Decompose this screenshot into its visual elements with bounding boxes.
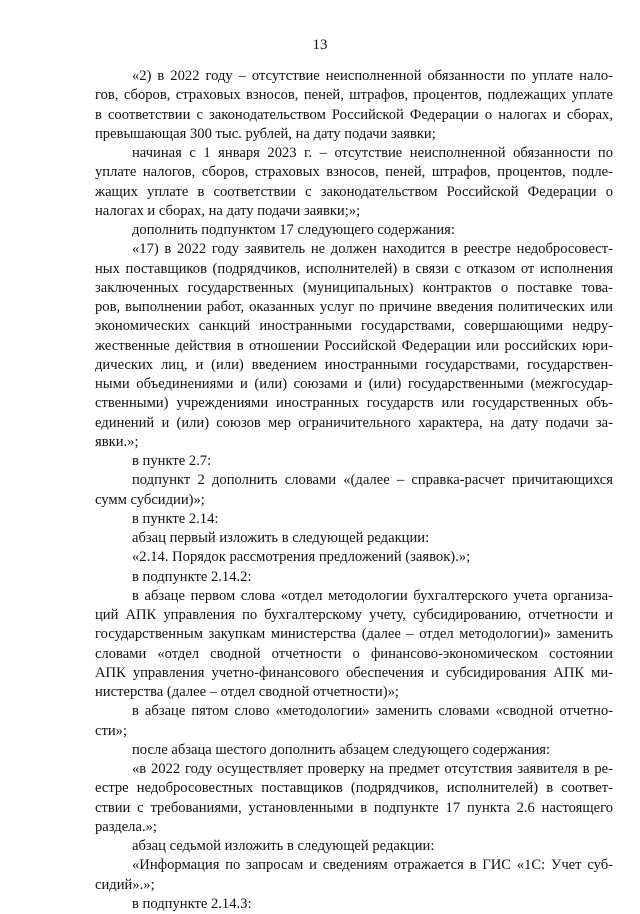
text-line: в пункте 2.7: bbox=[132, 453, 212, 469]
page-number: 13 bbox=[312, 37, 328, 53]
text-line: ствии с требованиями, установленными в подпункте 17 пункта 2.6 настоящего bbox=[95, 799, 613, 816]
text-line: сти»; bbox=[95, 722, 128, 739]
text-line: в подпункте 2.14.2: bbox=[132, 568, 252, 585]
text-line: уплате налогов, сборов, страховых взносов, пеней, штрафов, процентов, подле- bbox=[95, 164, 613, 181]
text-line: жественные действия в отношении Российской Федерации или российских юри- bbox=[95, 337, 613, 354]
text-line: ных поставщиков (подрядчиков, исполнителей) в связи с отказом от исполнения bbox=[95, 260, 613, 277]
text-line: сумм субсидии)»; bbox=[95, 491, 205, 508]
text-line: в соответствии с законодательством Российской Федерации о налогах и сборах, bbox=[95, 106, 613, 123]
text-line: дополнить подпунктом 17 следующего содержания: bbox=[132, 222, 455, 238]
text-line: гов, сборов, страховых взносов, пеней, штрафов, процентов, подлежащих уплате bbox=[95, 87, 613, 104]
text-line: превышающая 300 тыс. рублей, на дату подачи заявки; bbox=[95, 125, 436, 142]
text-line: ными объединениями и (или) союзами и (или) государственными (межгосудар- bbox=[95, 376, 613, 392]
text-line: «в 2022 году осуществляет проверку на предмет отсутствия заявителя в ре- bbox=[132, 761, 613, 777]
text-line: экономических санкций иностранными государствами, совершающими недру- bbox=[95, 318, 613, 335]
text-line: «17) в 2022 году заявитель не должен находится в реестре недобросовест- bbox=[132, 241, 613, 258]
text-line: государственным закупкам министерства (далее – отдел методологии)» заменить bbox=[95, 626, 613, 643]
text-line: единений и (или) союзов мер ограничительного характера, на дату подачи за- bbox=[95, 414, 613, 431]
text-line: словами «отдел сводной отчетности о финансово-экономическом состоянии bbox=[95, 645, 613, 662]
text-line: в подпункте 2.14.3: bbox=[132, 895, 252, 912]
text-line: заключенных государственных (муниципальных) контрактов о поставке това- bbox=[95, 279, 613, 296]
text-line: ций АПК управления по бухгалтерскому учету, субсидированию, отчетности и bbox=[95, 607, 613, 623]
text-line: в пункте 2.14: bbox=[132, 510, 219, 527]
text-line: «2.14. Порядок рассмотрения предложений (заявок).»; bbox=[132, 549, 471, 566]
text-line: абзац седьмой изложить в следующей редакции: bbox=[132, 838, 435, 854]
text-line: явки.»; bbox=[95, 433, 139, 450]
text-line: начиная с 1 января 2023 г. – отсутствие неисполненной обязанности по bbox=[132, 145, 613, 161]
text-line: АПК управления учетно-финансового обеспечения и субсидирования АПК ми- bbox=[95, 664, 613, 681]
document-body bbox=[95, 67, 613, 914]
text-line: «Информация по запросам и сведениям отражается в ГИС «1С: Учет суб- bbox=[132, 857, 613, 874]
text-line: сидий».»; bbox=[95, 876, 155, 893]
text-line: в абзаце пятом слово «методологии» заменить словами «сводной отчетно- bbox=[132, 703, 613, 720]
text-line: после абзаца шестого дополнить абзацем следующего содержания: bbox=[132, 741, 551, 758]
text-line: в абзаце первом слова «отдел методологии бухгалтерского учета организа- bbox=[132, 587, 613, 604]
text-line: естре недобросовестных поставщиков (подрядчиков, исполнителей) в соответ- bbox=[95, 780, 613, 797]
text-line: подпункт 2 дополнить словами «(далее – справка-расчет причитающихся bbox=[132, 472, 613, 489]
text-line: налогах и сборах, на дату подачи заявки;»; bbox=[95, 202, 361, 219]
text-line: нистерства (далее – отдел сводной отчетности)»; bbox=[95, 684, 399, 700]
text-line: жащих уплате в соответствии с законодательством Российской Федерации о bbox=[95, 183, 613, 200]
text-line: раздела.»; bbox=[95, 818, 157, 835]
text-line: дических лиц, и (или) введением иностранными государствами, государствен- bbox=[95, 356, 613, 373]
text-line: ров, выполнении работ, оказанных услуг по причине введения политических или bbox=[95, 299, 613, 315]
text-line: «2) в 2022 году – отсутствие неисполненной обязанности по уплате нало- bbox=[132, 68, 613, 84]
text-line: абзац первый изложить в следующей редакции: bbox=[132, 530, 430, 546]
text-line: ственными) учреждениями иностранных государств или государственных объ- bbox=[95, 395, 613, 412]
